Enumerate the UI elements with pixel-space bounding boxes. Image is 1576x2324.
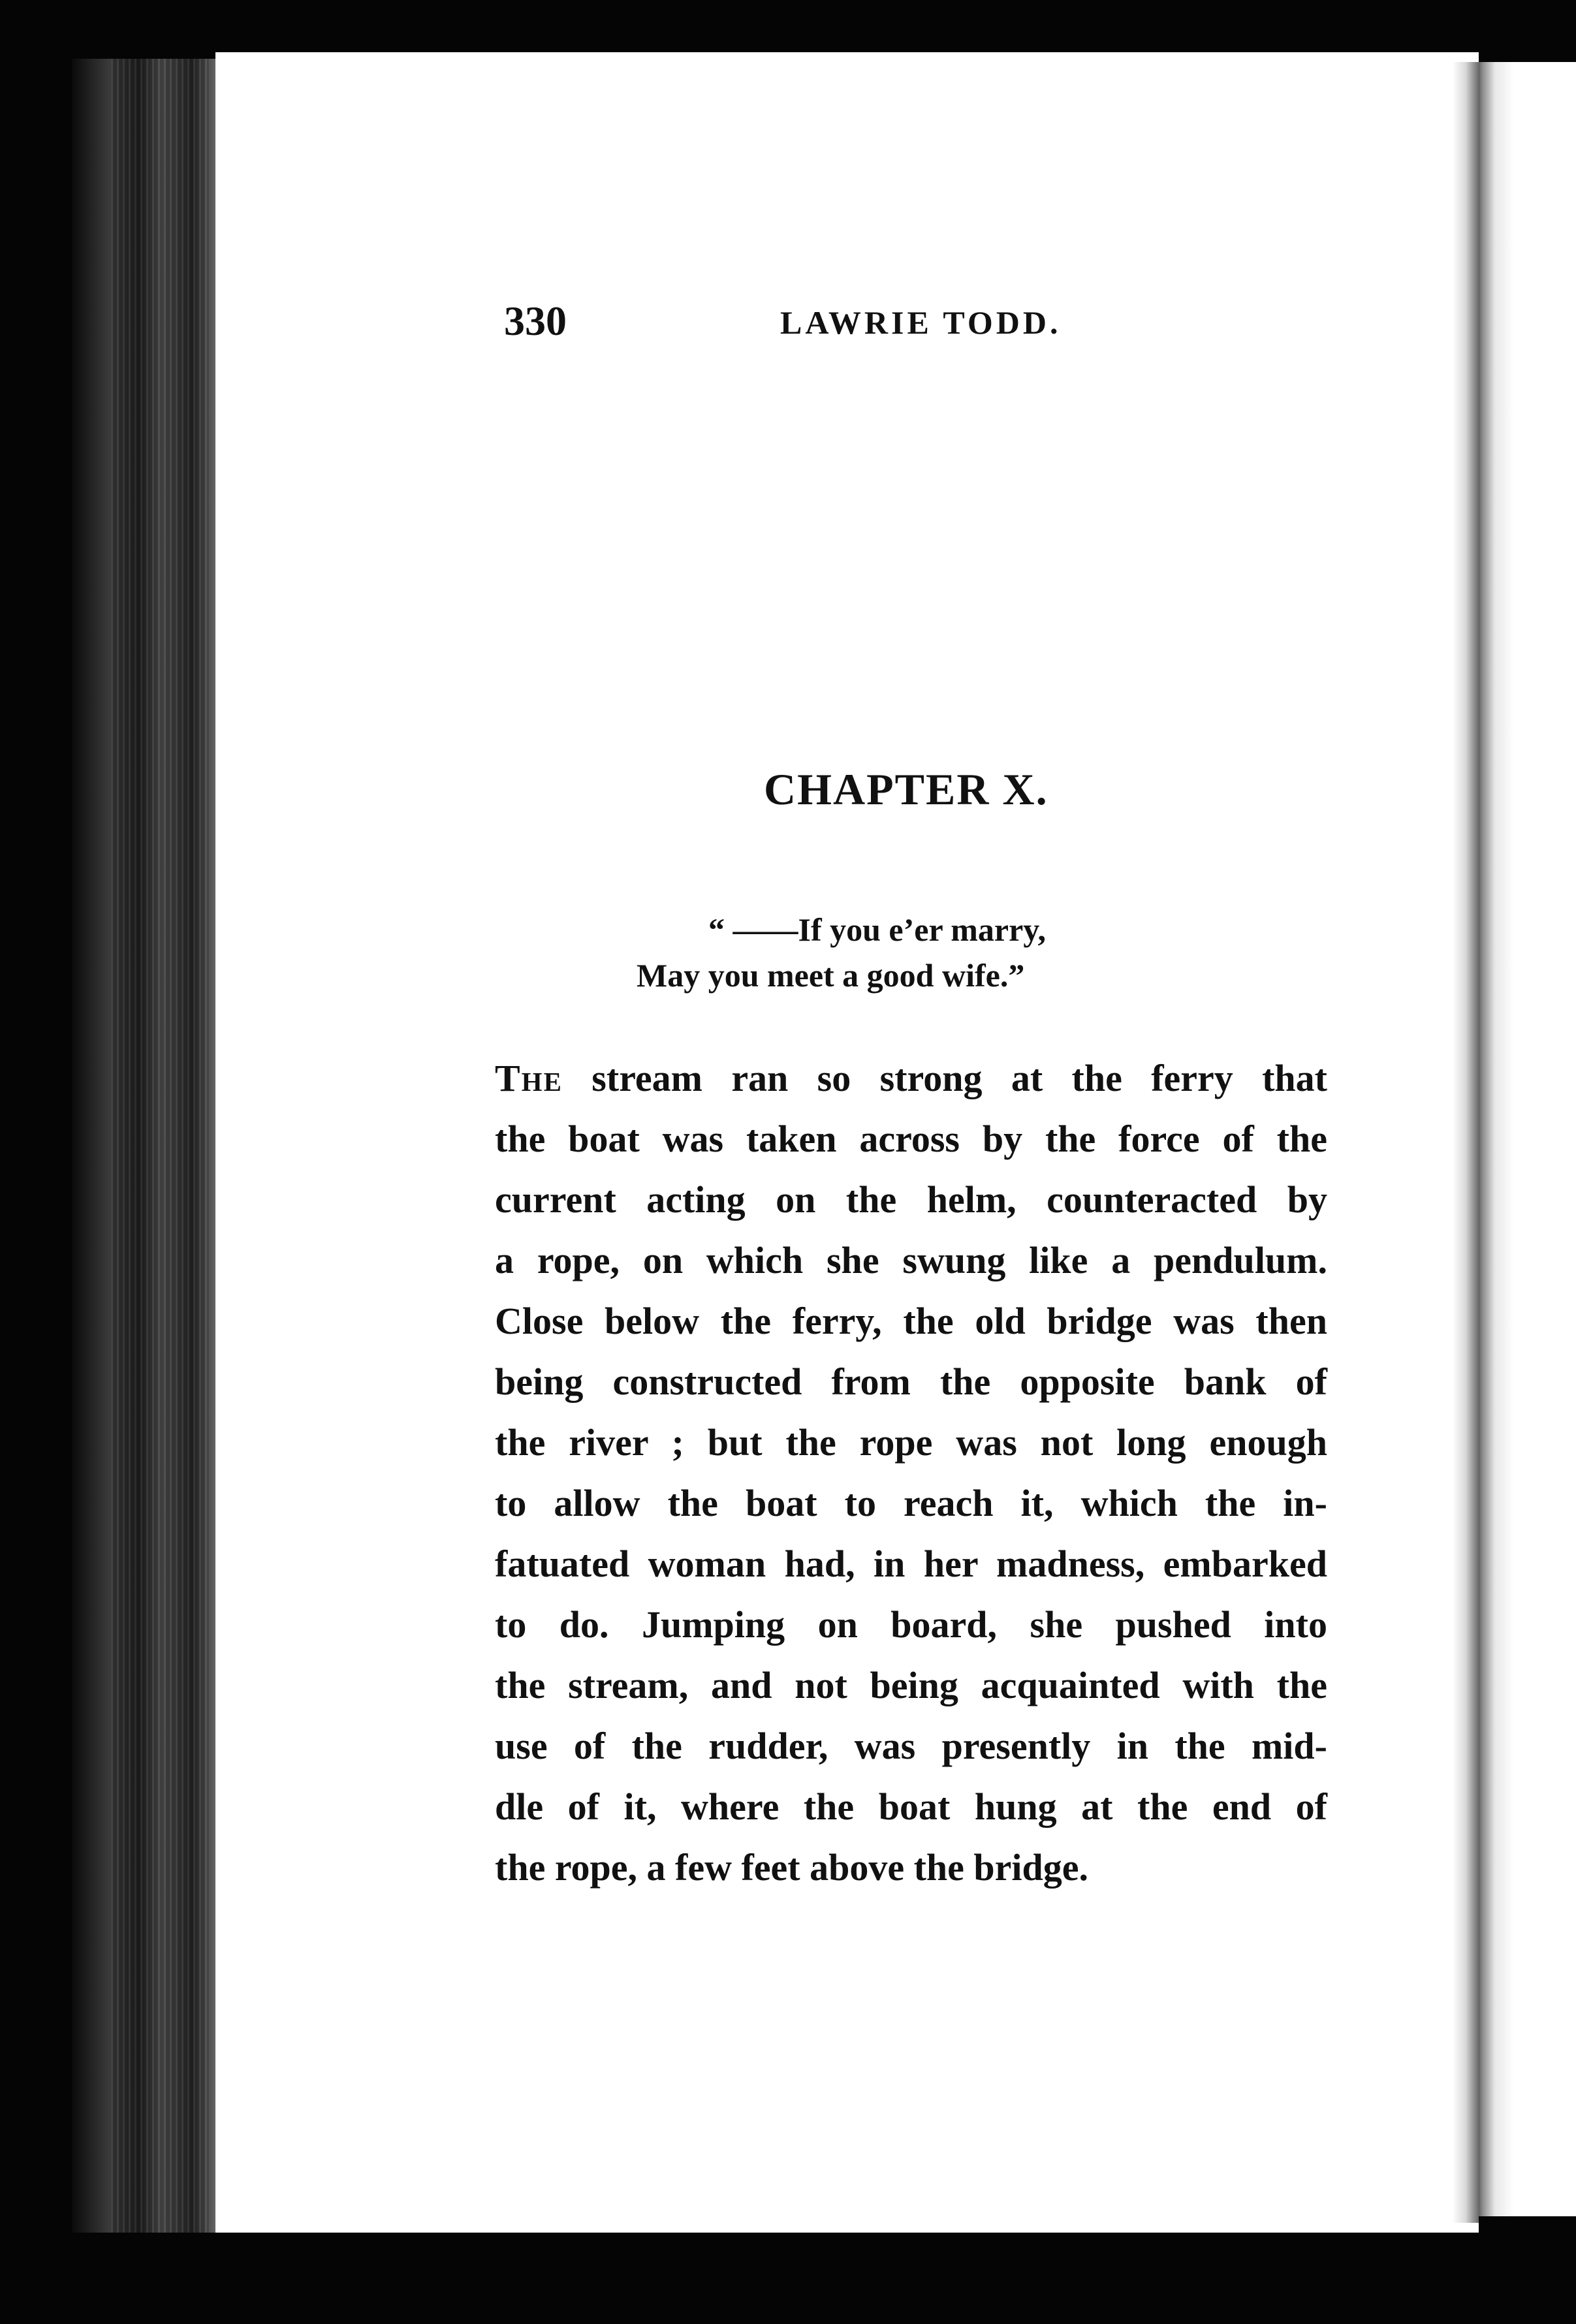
running-head: LAWRIE TODD. [780, 304, 1062, 341]
text-line-2: the boat was taken across by the force of the [495, 1118, 1327, 1160]
epigraph-line-1: “ ——If you e’er marry, [708, 911, 1047, 948]
text-line-5: Close below the ferry, the old bridge was then [495, 1300, 1327, 1342]
opening-word: The [495, 1057, 563, 1099]
text-line-10: to do. Jumping on board, she pushed into [495, 1603, 1327, 1646]
text-line-11: the stream, and not being acquainted with the [495, 1664, 1327, 1706]
text-line-1 [495, 1048, 1327, 1108]
text-line-7: the river ; but the rope was not long enough [495, 1421, 1327, 1464]
epigraph-line-2: May you meet a good wife.” [637, 957, 1025, 994]
text-line-3: current acting on the helm, counteracted by [495, 1178, 1327, 1221]
text-line-14: the rope, a few feet above the bridge. [495, 1846, 1088, 1889]
page-gutter-shadow [1453, 62, 1479, 2223]
text-line-13: dle of it, where the boat hung at the end of [495, 1785, 1327, 1828]
page-number: 330 [504, 298, 567, 344]
text-line-8: to allow the boat to reach it, which the in- [495, 1482, 1327, 1524]
chapter-title: CHAPTER X. [764, 764, 1048, 814]
text-line-9: fatuated woman had, in her madness, embarked [495, 1543, 1327, 1585]
page-block-edges [111, 59, 209, 2233]
body-paragraph [495, 1048, 1327, 1898]
text-line-6: being constructed from the opposite bank of [495, 1360, 1327, 1403]
facing-page-sliver [1472, 62, 1576, 2216]
text-line-4: a rope, on which she swung like a pendulum. [495, 1239, 1327, 1281]
text-line-1-rest: stream ran so strong at the ferry that [562, 1057, 1327, 1099]
text-line-12: use of the rudder, was presently in the mid- [495, 1725, 1327, 1767]
